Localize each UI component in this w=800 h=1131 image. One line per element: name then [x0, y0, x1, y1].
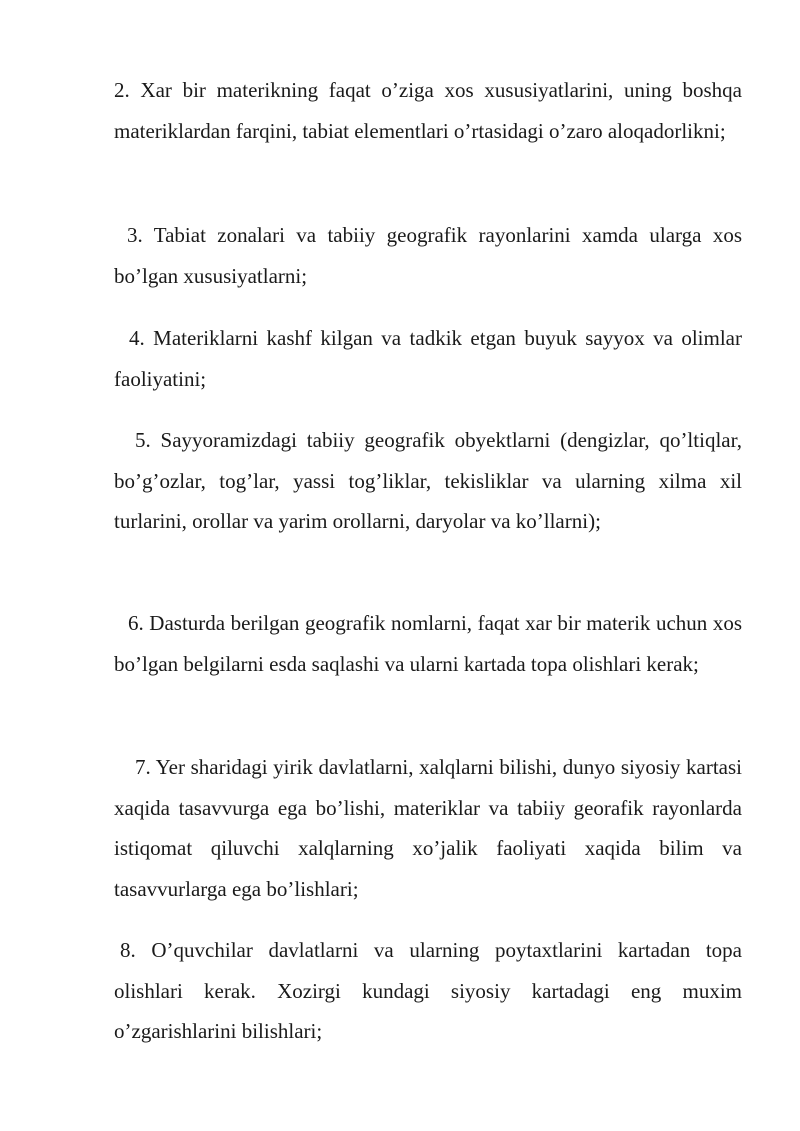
paragraph-item-4: 4. Materiklarni kashf kilgan va tadkik etgan buyuk sayyox va olimlar faoliyatini;	[114, 326, 742, 391]
paragraph-item-6: 6. Dasturda berilgan geografik nomlarni, faqat xar bir materik uchun xos bo’lgan belgilarni esda saqlashi va ularni kartada topa olishlari kerak;	[114, 611, 742, 676]
paragraph-item-8: 8. O’quvchilar davlatlarni va ularning poytaxtlarini kartadan topa olishlari kerak. Xozirgi kundagi siyosiy kartadagi eng muxim o’zgarishlarini bilishlari;	[114, 938, 742, 1043]
paragraph-item-2: 2. Xar bir materikning faqat o’ziga xos xususiyatlarini, uning boshqa materiklardan farqini, tabiat elementlari o’rtasidagi o’zaro aloqadorlikni;	[114, 78, 742, 143]
paragraph-item-7: 7. Yer sharidagi yirik davlatlarni, xalqlarni bilishi, dunyo siyosiy kartasi xaqida tasavvurga ega bo’lishi, materiklar va tabiiy georafik rayonlarda istiqomat qiluvchi xalqlarning xo’jalik faoliyati xaqida bilim va tasavvurlarga ega bo’lishlari;	[114, 755, 742, 901]
paragraph-item-3: 3. Tabiat zonalari va tabiiy geografik rayonlarini xamda ularga xos bo’lgan xususiyatlarni;	[114, 223, 742, 288]
paragraph-item-5: 5. Sayyoramizdagi tabiiy geografik obyektlarni (dengizlar, qo’ltiqlar, bo’g’ozlar, tog’lar, yassi tog’liklar, tekisliklar va ularning xilma xil turlarini, orollar va yarim orollarni, daryolar va ko’llarni);	[114, 428, 742, 533]
